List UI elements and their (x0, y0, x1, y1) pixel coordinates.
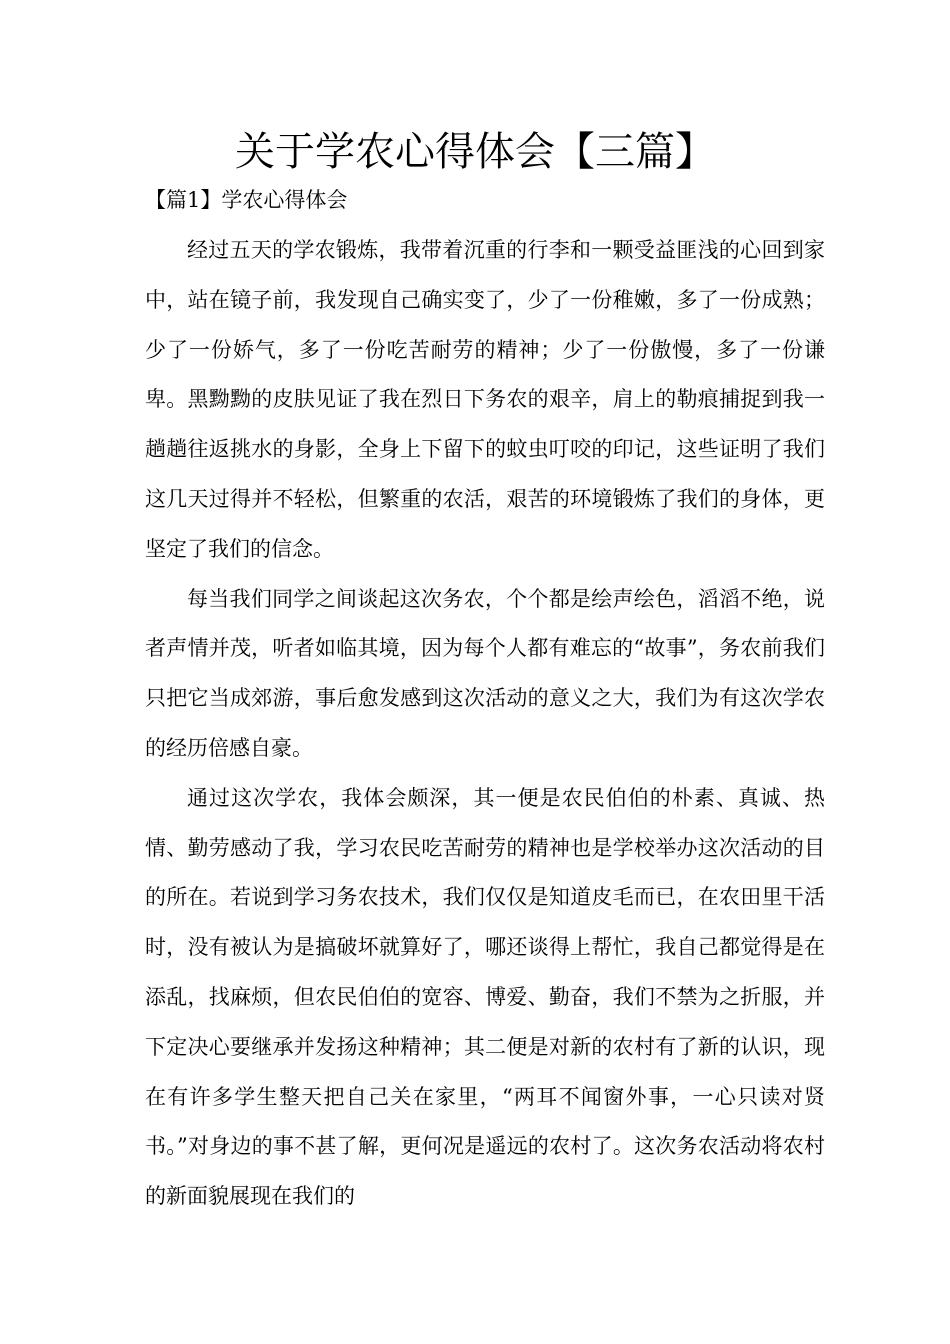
paragraph: 通过这次学农，我体会颇深，其一便是农民伯伯的朴素、真诚、热情、勤劳感动了我，学习农民吃苦耐劳的精神也是学校举办这次活动的目的所在。若说到学习务农技术，我们仅仅是知道皮毛而已，在农田里干活时，没有被认为是搞破坏就算好了，哪还谈得上帮忙，我自己都觉得是在添乱，找麻烦，但农民伯伯的宽容、博爱、勤奋，我们不禁为之折服，并下定决心要继承并发扬这种精神；其二便是对新的农村有了新的认识，现在有许多学生整天把自己关在家里，“两耳不闻窗外事，一心只读对贤书。”对身边的事不甚了解，更何况是遥远的农村了。这次务农活动将农村的新面貌展现在我们的 (145, 785, 825, 1209)
document-title: 关于学农心得体会【三篇】 (235, 129, 715, 175)
paragraph: 经过五天的学农锻炼，我带着沉重的行李和一颗受益匪浅的心回到家中，站在镜子前，我发现自己确实变了，少了一份稚嫩，多了一份成熟；少了一份娇气，多了一份吃苦耐劳的精神；少了一份傲慢，多了一份谦卑。黑黝黝的皮肤见证了我在烈日下务农的艰辛，肩上的勒痕捕捉到我一趟趟往返挑水的身影，全身上下留下的蚊虫叮咬的印记，这些证明了我们这几天过得并不轻松，但繁重的农活，艰苦的环境锻炼了我们的身体，更坚定了我们的信念。 (145, 238, 825, 561)
document-body (145, 226, 825, 1222)
section-heading: 【篇1】学农心得体会 (145, 188, 348, 212)
paragraph: 每当我们同学之间谈起这次务农，个个都是绘声绘色，滔滔不绝，说者声情并茂，听者如临其境，因为每个人都有难忘的“故事”，务农前我们只把它当成郊游，事后愈发感到这次活动的意义之大，我们为有这次学农的经历倍感自豪。 (145, 586, 825, 760)
